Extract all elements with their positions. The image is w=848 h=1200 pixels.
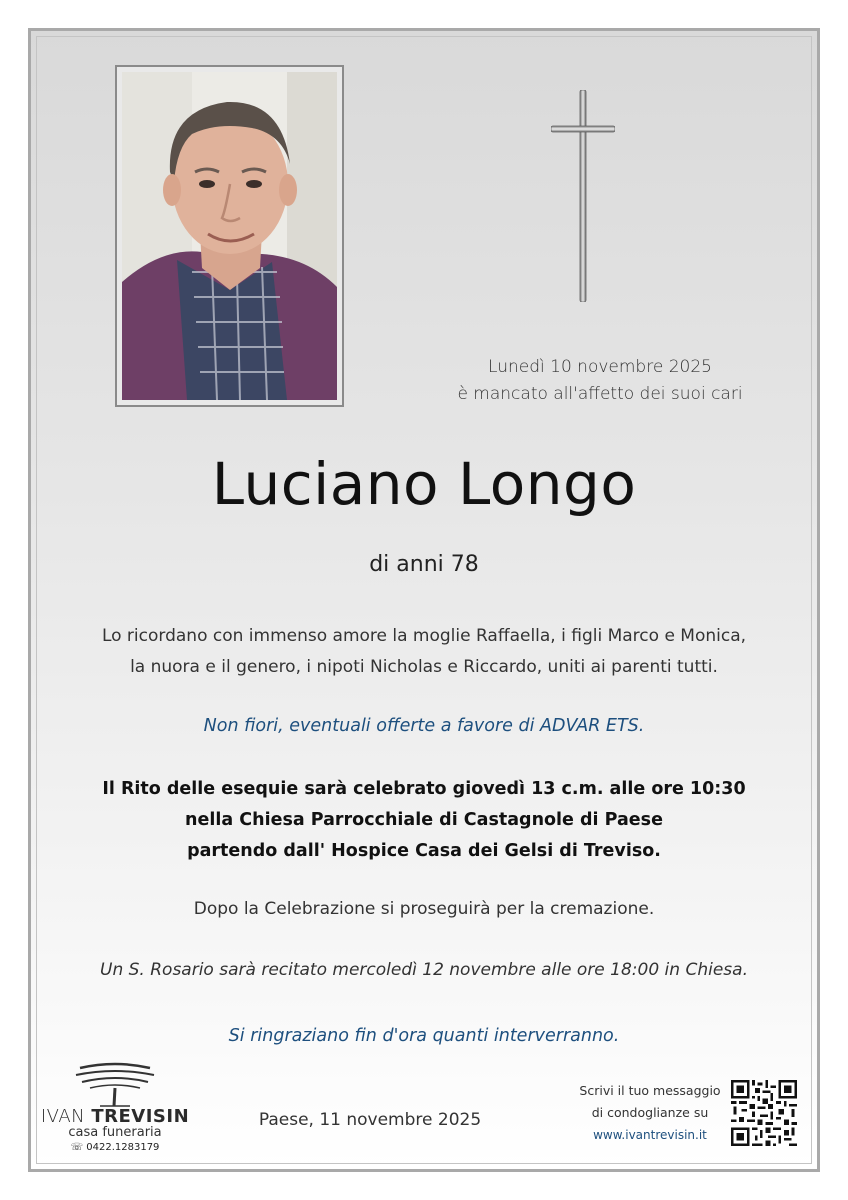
funeral-line-3: partendo dall' Hospice Casa dei Gelsi di Treviso. (187, 841, 661, 861)
cremation-note: Dopo la Celebrazione si proseguirà per la cremazione. (193, 899, 655, 919)
death-date: Lunedì 10 novembre 2025 (488, 357, 712, 377)
rosary-note: Un S. Rosario sarà recitato mercoledì 12 novembre alle ore 18:00 in Chiesa. (100, 960, 748, 980)
phone-icon: ☏ (70, 1142, 87, 1153)
condolences-line-2: di condoglianze su (591, 1105, 709, 1120)
death-announcement (400, 354, 800, 408)
funeral-line-2: nella Chiesa Parrocchiale di Castagnole di Paese (185, 810, 663, 830)
funeral-line-1: Il Rito delle esequie sarà celebrato giovedì 13 c.m. alle ore 10:30 (102, 779, 746, 799)
condolences-info (560, 1080, 740, 1146)
deceased-name: Luciano Longo (211, 450, 637, 518)
thanks-note: Si ringraziano fin d'ora quanti interverranno. (228, 1026, 620, 1046)
flowers-note: Non fiori, eventuali offerte a favore di ADVAR ETS. (203, 716, 645, 736)
logo-tree-icon (70, 1058, 160, 1108)
deceased-age: di anni 78 (369, 552, 479, 577)
qr-code[interactable] (731, 1080, 797, 1146)
funeral-details (0, 774, 848, 867)
announcement-text: è mancato all'affetto dei suoi cari (457, 384, 743, 404)
place-and-date: Paese, 11 novembre 2025 (258, 1110, 482, 1130)
logo-name: IVAN TREVISIN (40, 1106, 190, 1127)
logo-subtitle: casa funeraria (68, 1125, 162, 1140)
family-message (0, 621, 848, 683)
family-line-1: Lo ricordano con immenso amore la moglie Raffaella, i figli Marco e Monica, (101, 626, 747, 646)
family-line-2: la nuora e il genero, i nipoti Nicholas e Riccardo, uniti ai parenti tutti. (130, 657, 718, 677)
website-link[interactable]: www.ivantrevisin.it (593, 1128, 707, 1142)
phone-contact: ☏ 0422.1283179 (70, 1142, 160, 1153)
portrait-frame (115, 65, 344, 407)
condolences-line-1: Scrivi il tuo messaggio (579, 1083, 721, 1098)
portrait-photo (122, 72, 337, 400)
cross-icon (551, 90, 615, 302)
funeral-home-logo (40, 1058, 190, 1153)
